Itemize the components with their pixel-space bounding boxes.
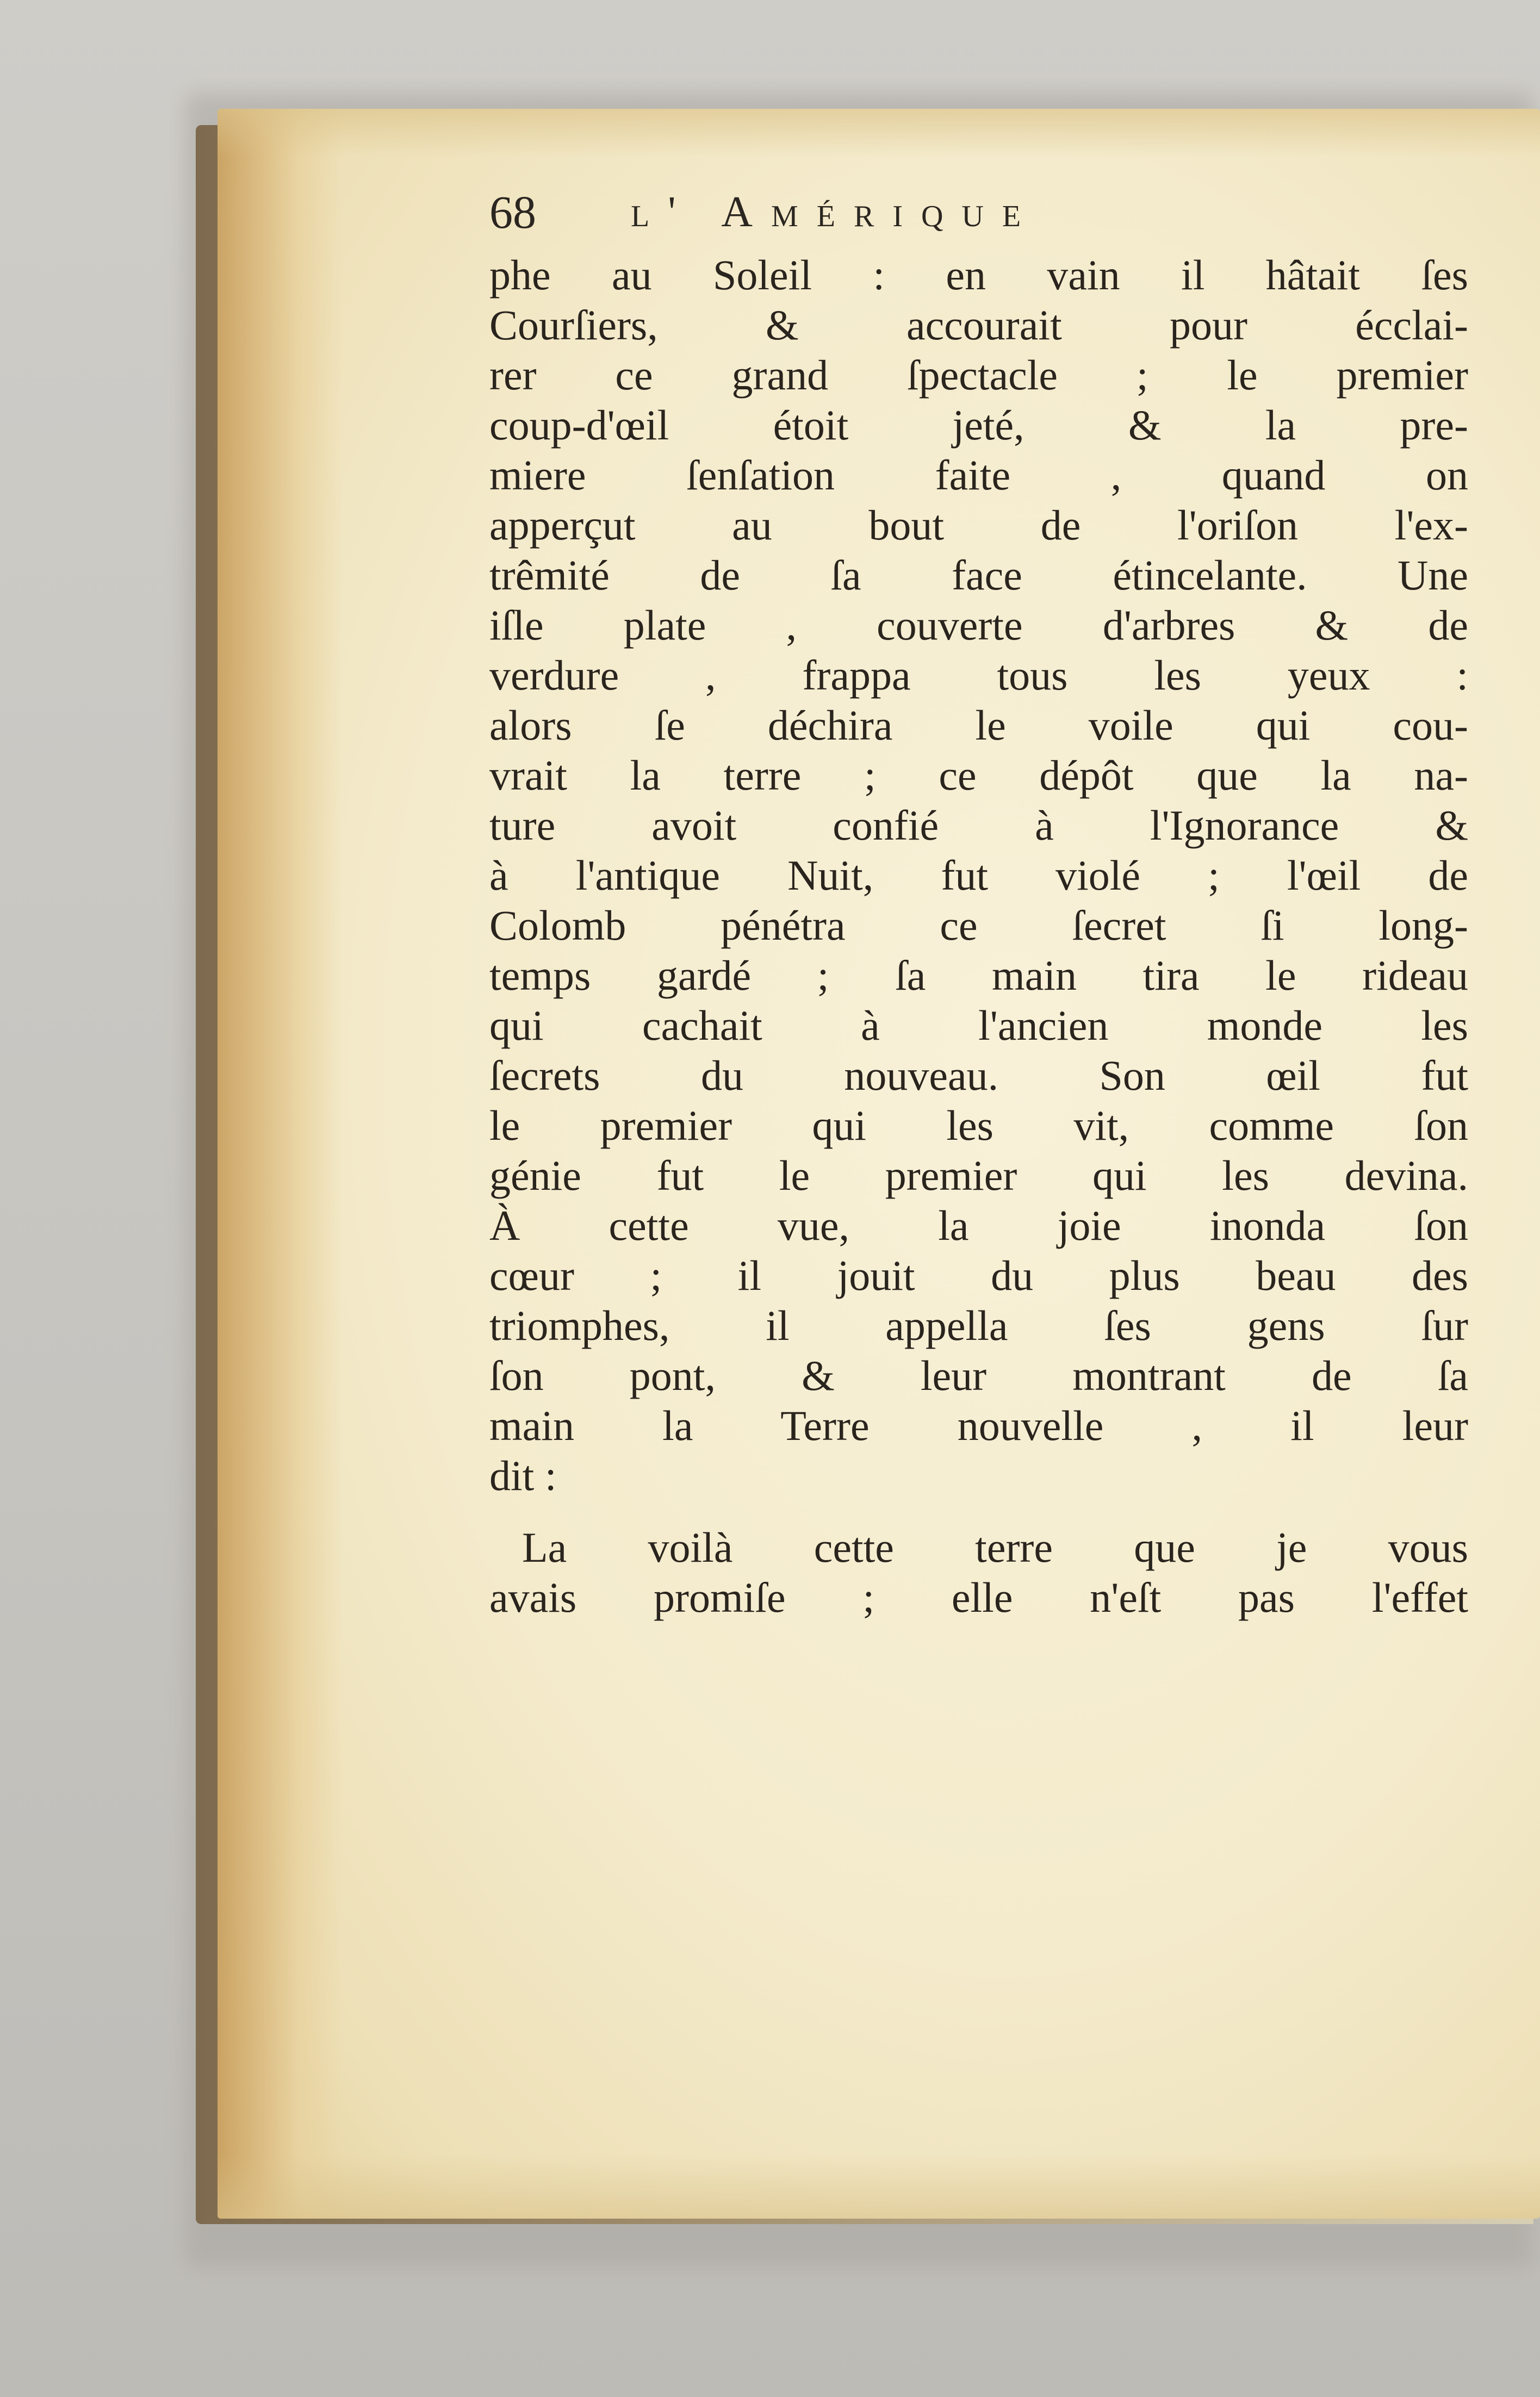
text-line: le premier qui les vit, comme ſon [489, 1102, 1468, 1149]
text-line: À cette vue, la joie inonda ſon [489, 1202, 1468, 1249]
text-line: vrait la terre ; ce dépôt que la na- [489, 752, 1468, 799]
text-line: trêmité de ſa face étincelante. Une [489, 551, 1468, 599]
text-line: rer ce grand ſpectacle ; le premier [489, 351, 1468, 399]
page-edge-foxing [218, 109, 343, 2219]
text-line: verdure , frappa tous les yeux : [489, 651, 1468, 699]
text-line: miere ſenſation faite , quand on [489, 451, 1468, 499]
paragraph-gap [489, 1501, 1468, 1523]
text-line: Courſiers, & accourait pour écclai- [489, 301, 1468, 349]
text-line: ſecrets du nouveau. Son œil fut [489, 1052, 1468, 1099]
text-line: phe au Soleil : en vain il hâtait ſes [489, 251, 1468, 299]
body-text [489, 250, 1468, 1623]
running-title: l' Amérique [631, 188, 1040, 236]
running-head [489, 177, 1468, 247]
text-line: iſle plate , couverte d'arbres & de [489, 601, 1468, 649]
text-line: temps gardé ; ſa main tira le rideau [489, 952, 1468, 999]
text-line: triomphes, il appella ſes gens ſur [489, 1302, 1468, 1349]
text-line: coup-d'œil étoit jeté, & la pre- [489, 401, 1468, 449]
text-line: cœur ; il jouit du plus beau des [489, 1252, 1468, 1299]
page-bottom-stain [218, 2153, 1540, 2219]
text-line: Colomb pénétra ce ſecret ſi long- [489, 902, 1468, 949]
text-line: avais promiſe ; elle n'eſt pas l'effet [489, 1574, 1468, 1621]
text-line: dit : [489, 1452, 557, 1499]
text-line: La voilà cette terre que je vous [522, 1524, 1468, 1571]
text-line: alors ſe déchira le voile qui cou- [489, 701, 1468, 749]
page-number: 68 [489, 186, 536, 238]
text-line: ſon pont, & leur montrant de ſa [489, 1352, 1468, 1399]
text-line: apperçut au bout de l'oriſon l'ex- [489, 501, 1468, 549]
text-line: génie fut le premier qui les devina. [489, 1152, 1468, 1199]
text-line: qui cachait à l'ancien monde les [489, 1002, 1468, 1049]
text-line: main la Terre nouvelle , il leur [489, 1402, 1468, 1449]
text-line: ture avoit confié à l'Ignorance & [489, 802, 1468, 849]
page-top-stain [218, 109, 1540, 158]
text-line: à l'antique Nuit, fut violé ; l'œil de [489, 852, 1468, 899]
